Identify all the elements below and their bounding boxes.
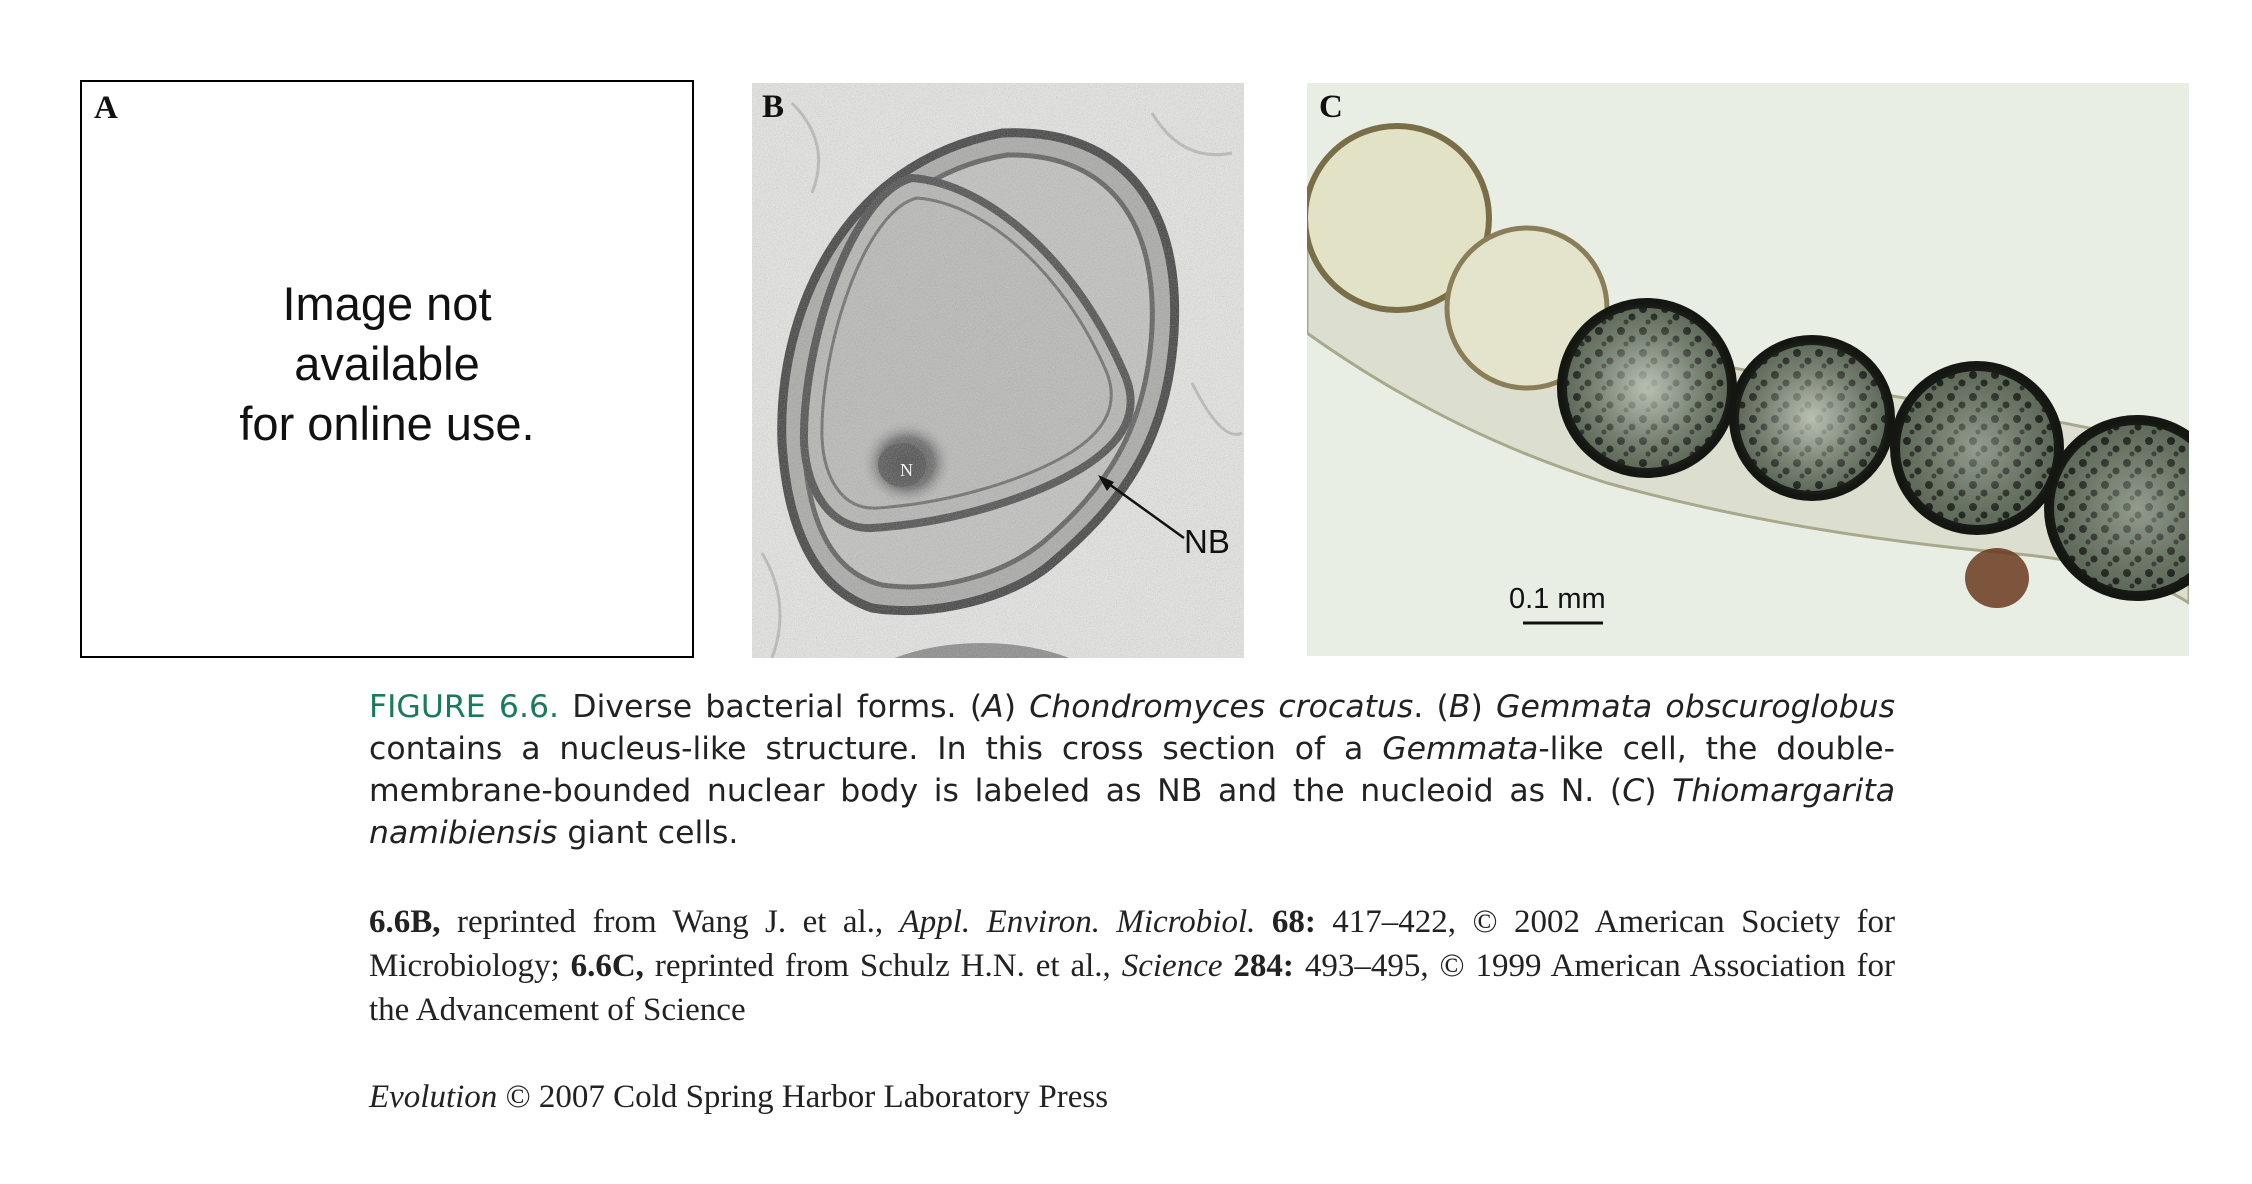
book-title: Evolution [369,1079,498,1115]
genus-name-b: Gemmata [1382,731,1539,767]
caption-text: ) [1470,689,1497,725]
notice-line-1: Image not [282,277,492,330]
species-name-a: Chondromyces crocatus [1029,689,1414,725]
panel-a-letter: A [94,90,118,126]
notice-line-3: for online use. [239,397,535,450]
credit-c-journal: Science [1121,948,1223,984]
credit-c-volume: 284: [1222,948,1294,984]
scale-bar-label: 0.1 mm [1509,583,1606,615]
credit-b-id: 6.6B, [369,904,441,940]
species-name-b: Gemmata obscuroglobus [1496,689,1895,725]
panel-b-letter: B [762,89,785,125]
credit-b-volume: 68: [1255,904,1316,940]
credit-c-id: 6.6C, [570,948,644,984]
caption-text: ) [1644,773,1673,809]
copyright-text: © 2007 Cold Spring Harbor Laboratory Press [497,1079,1109,1115]
caption-text: giant cells. [557,815,739,851]
caption-text: . ( [1413,689,1449,725]
panel-c-letter: C [1319,89,1343,125]
image-credits [369,900,1895,1032]
panel-c [1307,83,2189,656]
image-unavailable-notice [82,274,692,454]
credit-text: reprinted from Schulz H.N. et al., [643,948,1122,984]
micrograph-gemmata [752,83,1244,658]
caption-text: contains a nucleus-like structure. In this cross section of a [369,731,1383,767]
credit-text: 417–422, © 2002 American Society for Microbiology; [369,904,1895,984]
nuclear-body-label: NB [1184,523,1230,560]
panel-b [752,83,1244,658]
caption-panel-a-ref: A [982,689,1004,725]
credit-text: reprinted from Wang J. et al., [440,904,900,940]
book-footer [369,1075,1108,1119]
caption-text: -like cell, the double-membrane-bounded nuclear body is labeled as NB and the nucleoid as N. ( [369,731,1895,809]
nucleoid-label: N [900,460,913,480]
caption-panel-b-ref: B [1448,689,1471,725]
caption-text: Diverse bacterial forms. ( [559,689,983,725]
micrograph-thiomargarita [1307,83,2189,656]
panel-a [80,80,694,658]
figure-label: FIGURE 6.6. [369,689,560,725]
notice-line-2: available [294,337,480,390]
figure-caption [369,686,1895,854]
credit-b-journal: Appl. Environ. Microbiol. [899,904,1256,940]
caption-panel-c-ref: C [1622,773,1645,809]
species-name-c: Thiomargarita namibiensis [369,773,1895,851]
credit-text: 493–495, © 1999 American Association for the Advancement of Science [369,948,1896,1028]
caption-text: ) [1003,689,1030,725]
